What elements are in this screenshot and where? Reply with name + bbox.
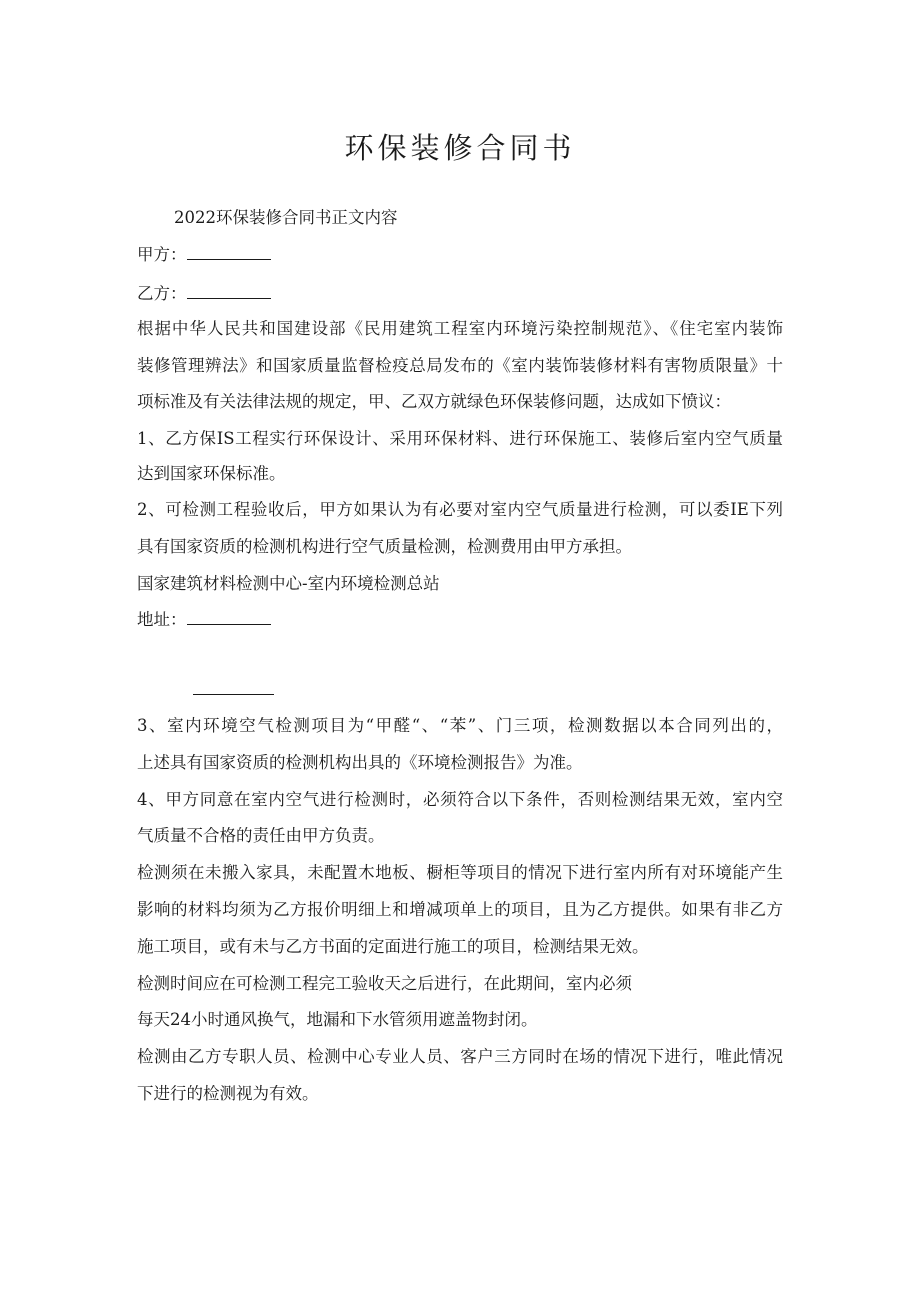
page-title: 环保装修合同书 [344, 131, 576, 165]
agency-name: 国家建筑材料检测中心-室内环境检测总站 [137, 574, 440, 593]
condition-2-line-1: 检测时间应在可检测工程完工验收天之后进行，在此期间，室内必须 [137, 974, 632, 993]
condition-1-line-2: 影响的材料均须为乙方报价明细上和增减项单上的项目，且为乙方提供。如果有非乙方 [137, 900, 783, 919]
condition-1-line-3: 施工项目，或有未与乙方书面的定面进行施工的项目，检测结果无效。 [137, 937, 649, 956]
clause-3-line-2: 上述具有国家资质的检测机构出具的《环境检测报告》为准。 [137, 753, 583, 772]
clause-1-line-2: 达到国家环保标准。 [137, 464, 286, 483]
party-a-line [137, 245, 271, 265]
address-line [137, 610, 271, 630]
party-b-line [137, 284, 271, 304]
clause-2-line-1: 2、可检测工程验收后，甲方如果认为有必要对室内空气质量进行检测，可以委IE下列 [137, 500, 783, 519]
intro-line-3: 项标准及有关法律法规的规定，甲、乙双方就绿色环保装修问题，达成如下愤议： [137, 392, 731, 411]
party-a-blank [187, 247, 271, 260]
clause-3-line-1: 3、室内环境空气检测项目为“甲醛“、“苯”、门三项，检测数据以本合同列出的， [137, 716, 783, 735]
party-b-blank [187, 286, 271, 299]
clause-4-line-1: 4、甲方同意在室内空气进行检测时，必须符合以下条件，否则检测结果无效，室内空 [137, 790, 783, 809]
clause-2-line-2: 具有国家资质的检测机构进行空气质量检测，检测费用由甲方承担。 [137, 537, 632, 556]
party-a-label: 甲方： [137, 245, 187, 264]
clause-1-line-1: 1、乙方保IS工程实行环保设计、采用环保材料、进行环保施工、装修后室内空气质量 [137, 429, 783, 448]
party-b-label: 乙方： [137, 284, 187, 303]
address-blank [187, 612, 271, 625]
intro-line-1: 根据中华人民共和国建设部《民用建筑工程室内环境污染控制规范》、《住宅室内装饰 [137, 319, 783, 338]
intro-line-2: 装修管理辨法》和国家质量监督检疫总局发布的《室内装饰装修材料有害物质限量》十 [137, 356, 783, 375]
separator-rule [193, 694, 274, 695]
condition-3-line-2: 下进行的检测视为有效。 [137, 1084, 319, 1103]
address-label: 地址： [137, 610, 187, 629]
condition-1-line-1: 检测须在未搬入家具，未配置木地板、橱柜等项目的情况下进行室内所有对环境能产生 [137, 863, 783, 882]
subtitle: 2022环保装修合同书正文内容 [174, 208, 398, 227]
condition-3-line-1: 检测由乙方专职人员、检测中心专业人员、客户三方同时在场的情况下进行，唯此情况 [137, 1047, 783, 1066]
clause-4-line-2: 气质量不合格的责任由甲方负责。 [137, 826, 385, 845]
condition-2-line-2: 每天24小时通风换气，地漏和下水管须用遮盖物封闭。 [137, 1010, 538, 1029]
